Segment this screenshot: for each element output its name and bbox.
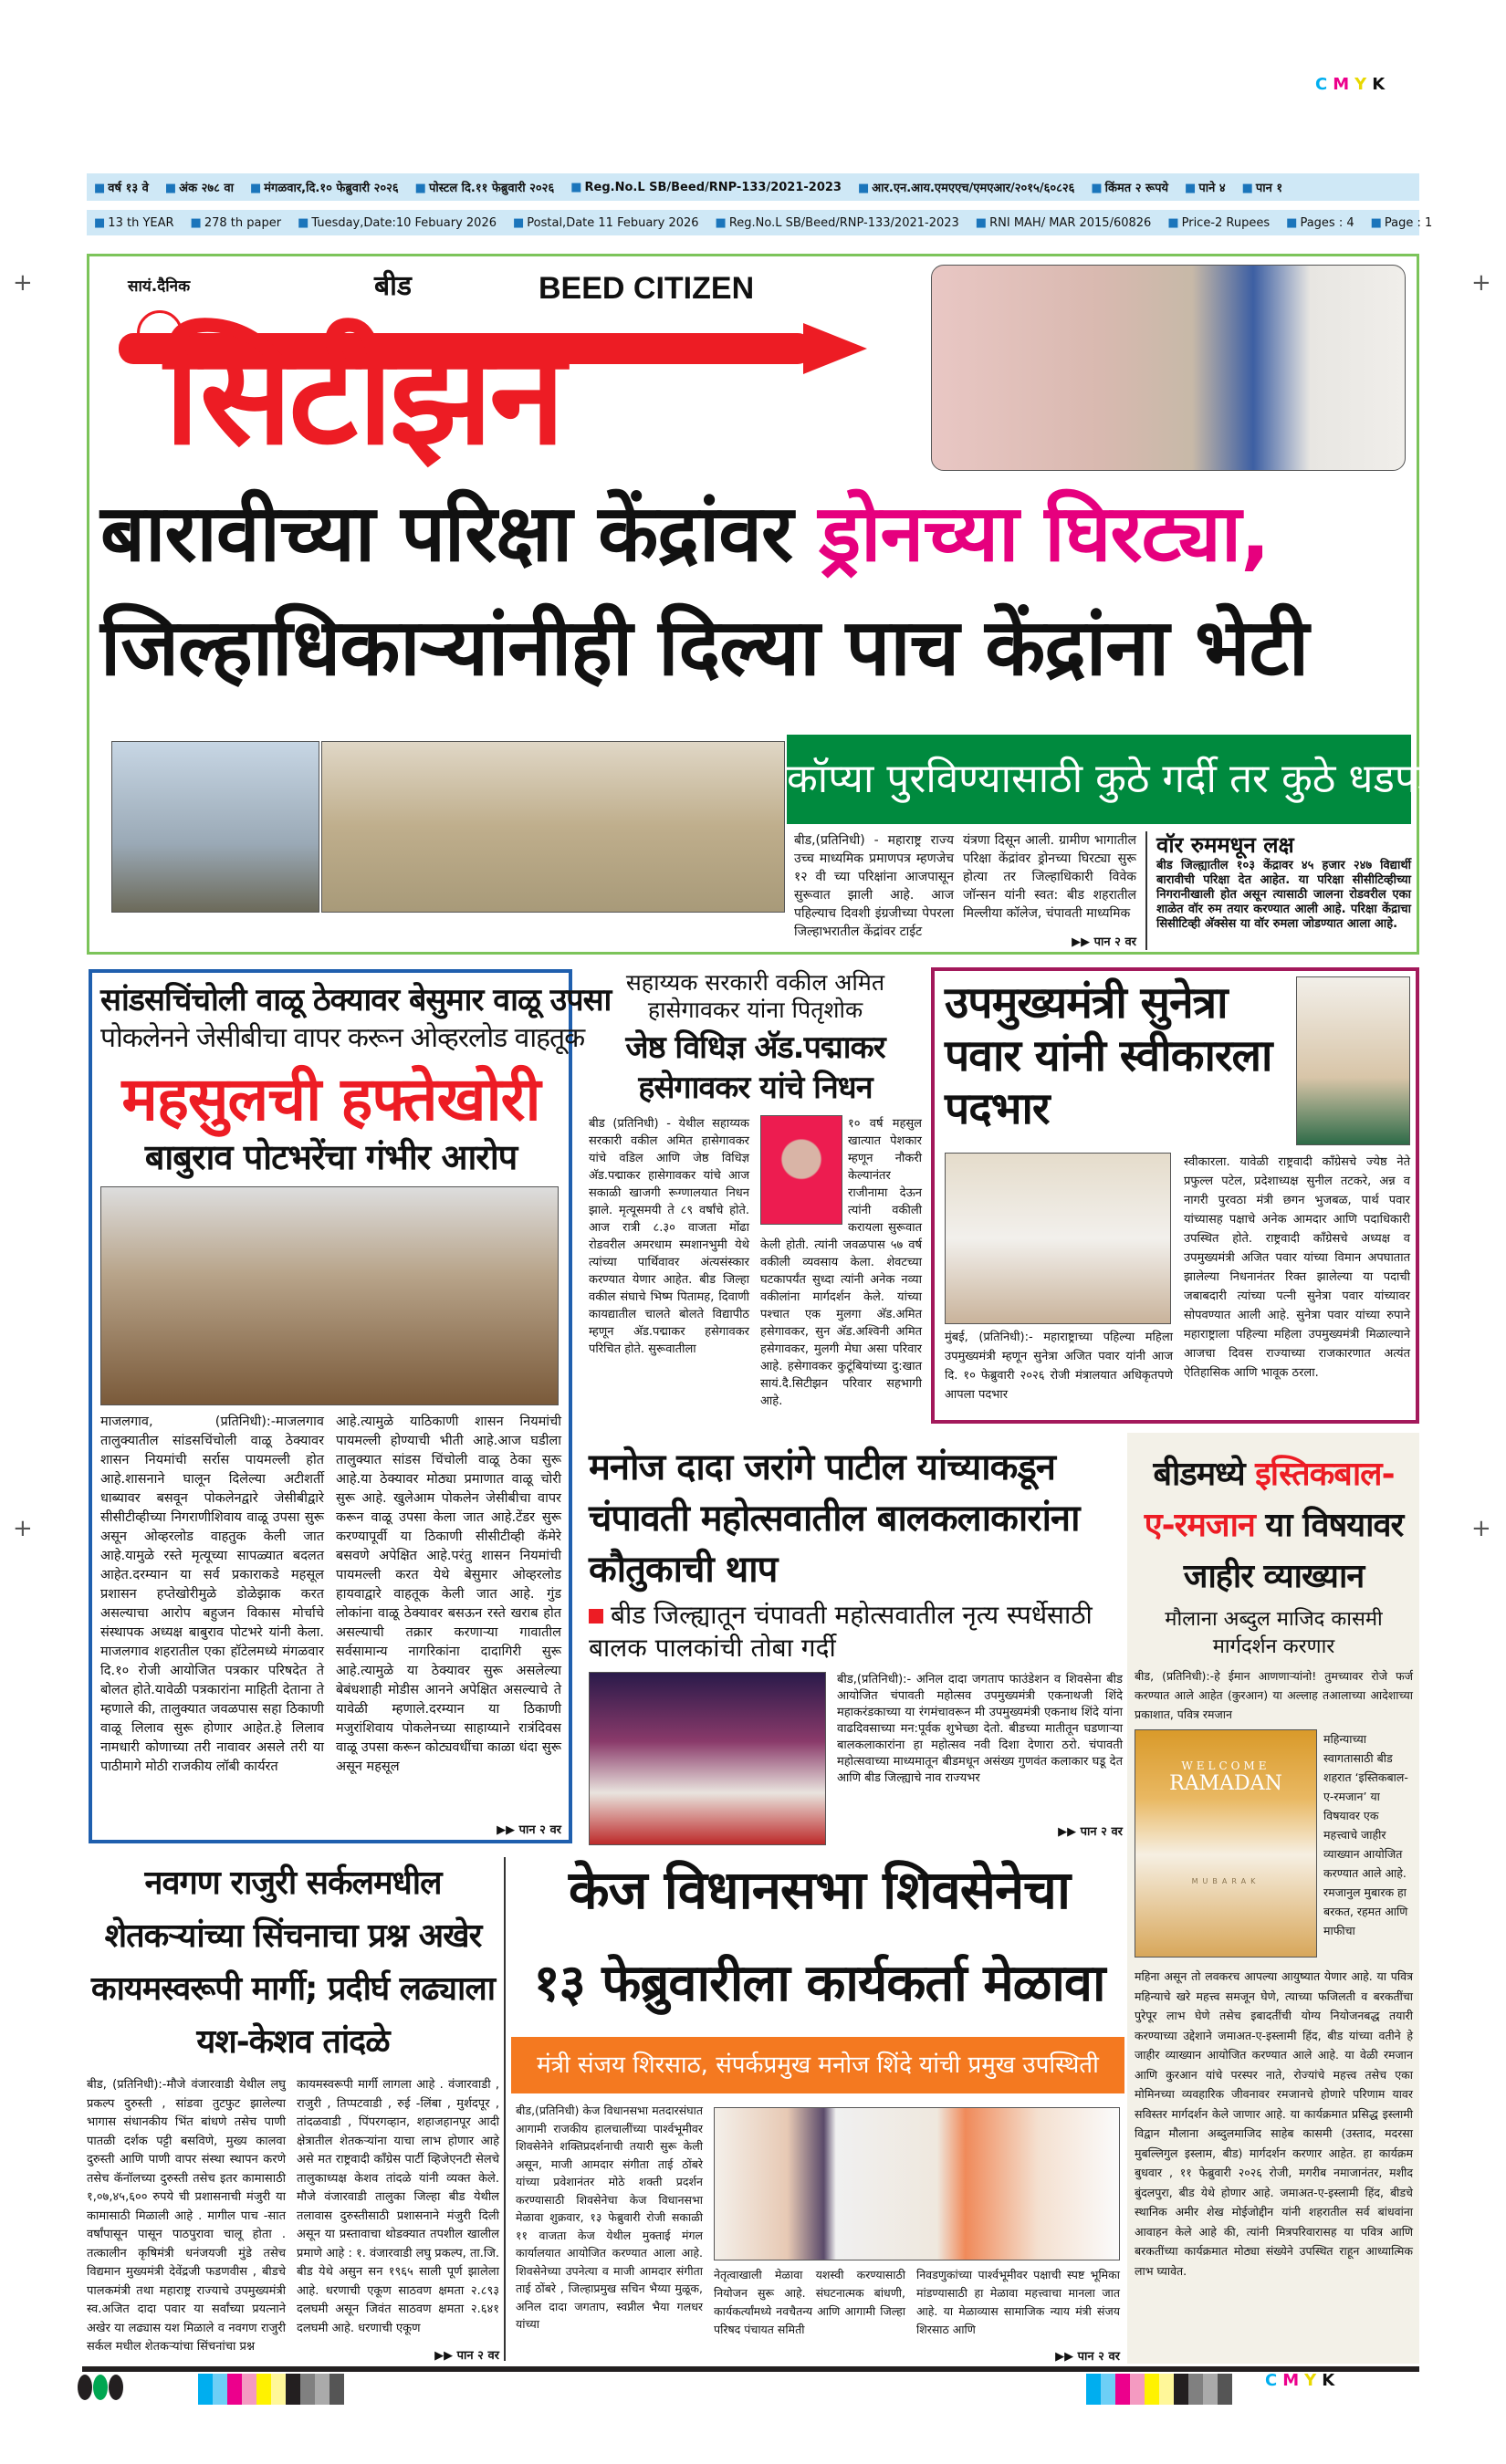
ramzan-poster-row xyxy=(1135,1729,1413,1963)
kej-col-3: निवडणुकांच्या पार्श्वभूमीवर पक्षाची स्पष्ट भूमिका मांडण्यासाठी हा मेळावा महत्त्वाचा मानला जात आहे. या मेळाव्यास सामाजिक न्याय मंत्री संजय शिरसाठ आणि xyxy=(916,2268,1120,2336)
kej-col-1: बीड,(प्रतिनिधी) केज विधानसभा मतदारसंघात आगामी राजकीय हालचालींच्या पार्श्वभूमीवर शिवसेनेने शक्तिप्रदर्शनाची तयारी सुरू केली असून, माजी आमदार संगीता ताई ठोंबरे यांच्या प्रवेशानंतर मोठे शक्ती प्रदर्शन करण्यासाठी शिवसेनेचा केज विधानसभा मेळावा शुक्रवार, १३ फेब्रुवारी रोजी सकाळी ११ वाजता केज येथील मुक्ताई मंगल कार्यालयात आयोजित करण्यात आला आहे. शिवसेनेच्या उपनेत्या व माजी आमदार संगीता ताई ठोंबरे , जिल्हाप्रमुख सचिन भैय्या मुळूक, अनिल दादा जगताप, स्वप्नील भैया गलधर यांच्या xyxy=(516,2104,703,2331)
champavati-body-wrap xyxy=(837,1672,1123,1840)
lead-headline-1 xyxy=(100,488,1415,579)
portrait-photo xyxy=(760,1115,842,1225)
navgan-columns xyxy=(87,2076,499,2364)
info-item: ■ RNI MAH/ MAR 2015/60826 xyxy=(976,216,1152,230)
kej-col-2: नेतृत्वाखाली मेळावा यशस्वी करण्यासाठी नियोजन सुरू आहे. संघटनात्मक बांधणी, कार्यकर्त्यांमध्ये नवचैतन्य आणि आगामी जिल्हा परिषद पंचायत समिती xyxy=(714,2268,905,2336)
lead-col-1: बीड,(प्रतिनिधी) - महाराष्ट्र राज्य उच्च माध्यमिक प्रमाणपत्र म्हणजेच १२ वी च्या परिक्षांना आजपासून सुरूवात झाली आहे. आज पहिल्याच दिवशी इंग्रजीच्या पेपरला जिल्हाभरातील केंद्रांवर टाईट xyxy=(794,833,954,939)
cmyk-registration-bottom xyxy=(1260,2371,1334,2390)
info-item: ■ Postal,Date 11 Febuary 2026 xyxy=(513,216,699,230)
leaders-photo xyxy=(714,2107,1120,2260)
bullet-square-icon xyxy=(589,1609,603,1624)
lead-headline-2: जिल्हाधिकाऱ्यांनीही दिल्या पाच केंद्रांना भेटी xyxy=(100,602,1309,694)
edition-type: सायं.दैनिक xyxy=(128,277,191,296)
sunetra-story xyxy=(945,976,1410,1416)
cyan-mark: C xyxy=(1315,75,1328,94)
column-divider xyxy=(504,1857,506,2361)
kej-continued-link[interactable]: ▶▶ पान २ वर xyxy=(1055,2350,1120,2364)
ramzan-line-1 xyxy=(1135,1449,1413,1500)
info-strip-english xyxy=(87,210,1433,235)
info-item: ■ Reg.No.L SB/Beed/RNP-133/2021-2023 xyxy=(716,216,959,230)
column-divider xyxy=(1145,831,1147,950)
yellow-mark: Y xyxy=(1304,2371,1317,2390)
info-item: ■ 13 th YEAR xyxy=(94,216,174,230)
sand-col-1: माजलगाव, (प्रतिनिधी):-माजलगाव तालुक्यातील सांडसचिंचोली वाळू ठेक्यावर शासन नियमांची सर्रास पायमल्ली होत आहे.शासनाने घालून दिलेल्या अटीशर्ती धाब्यावर बसवून पोकलेनद्वारे जेसीबीद्वारे सीसीटीव्हीच्या निगराणीशिवाय वाळू उपसा सुरू असून ओव्हरलोड वाहतुक केली जात आहे.यामुळे रस्ते मृत्यूच्या सापळ्यात बदलत आहेत.दरम्यान या सर्व प्रकाराकडे महसूल प्रशासन हप्तेखोरीमुळे डोळेझाक करत असल्याचा आरोप बहुजन विकास मोर्चाचे संस्थापक अध्यक्ष बाबुराव पोटभरे यांनी केला. माजलगाव शहरातील एका हॉटेलमध्ये मंगळवार दि.१० रोजी आयोजित पत्रकार परिषदेत ते बोलत होते.यावेळी पत्रकारांना माहिती देताना ते म्हणाले की, तालुक्यात जवळपास सहा ठिकाणी वाळू लिलाव सुरू होणार आहेत.हे लिलाव नामधारी कोणाच्या तरी नावावर असले तरी या पाठीमागे मोठी राजकीय लॉबी कार्यरत xyxy=(100,1415,324,1774)
magenta-mark: M xyxy=(1333,75,1350,94)
info-item: ■ पोस्टल दि.११ फेब्रुवारी २०२६ xyxy=(415,179,555,195)
tribute-photo xyxy=(1296,976,1410,1145)
sunetra-col-2: स्वीकारला. यावेळी राष्ट्रवादी काँग्रेसचे ज्येष्ठ नेते प्रफुल्ल पटेल, प्रदेशाध्यक्ष सुनील तटकरे, अन्न व नागरी पुरवठा मंत्री छगन भुजबळ, पार्थ पवार यांच्यासह पक्षाचे अनेक आमदार आणि पदाधिकारी उपस्थित होते. राष्ट्रवादी काँग्रेसचे अध्यक्ष व उपमुख्यमंत्री अजित पवार यांच्या विमान अपघातात झालेल्या निधनानंतर रिक्त झालेल्या या पदाची जबाबदारी त्यांच्या पत्नी सुनेत्रा पवार यांच्यावर सोपवण्यात आली आहे. सुनेत्रा पवार यांच्या रुपाने महाराष्ट्राला पहिल्या महिला उपमुख्यमंत्री मिळाल्याने आजचा दिवस राज्याच्या राजकारणात अत्यंत ऐतिहासिक आणि भावूक ठरला. xyxy=(1184,1155,1410,1380)
lead-col-2-wrap xyxy=(963,831,1136,950)
info-item: ■ 278 th paper xyxy=(191,216,282,230)
war-room-title: वॉर रुममधून लक्ष xyxy=(1156,832,1294,858)
crop-mark-icon: + xyxy=(1471,1515,1491,1542)
info-item: ■ किंमत २ रूपये xyxy=(1091,179,1168,195)
poster-mubarak: MUBARAK xyxy=(1191,1877,1260,1885)
obit-headline: जेष्ठ विधिज्ञ अ‍ॅड.पद्माकर हसेगावकर यांचे निधन xyxy=(625,1029,885,1106)
champavati-story xyxy=(589,1442,1123,1840)
officials-photo xyxy=(111,741,319,913)
obit-kicker: सहाय्यक सरकारी वकील अमित हासेगावकर यांना पितृशोक xyxy=(625,969,885,1023)
felicitation-photo xyxy=(589,1672,826,1845)
ramzan-line-3: जाहीर व्याख्यान xyxy=(1183,1558,1365,1595)
headline-part: बारावीच्या परिक्षा केंद्रांवर xyxy=(100,488,820,579)
registration-dot xyxy=(93,2375,108,2400)
sand-subheadline: बाबुराव पोटभरेंचा गंभीर आरोप xyxy=(144,1137,518,1177)
sand-continued-link[interactable]: ▶▶ पान २ वर xyxy=(497,1823,561,1837)
info-item: ■ वर्ष १३ वे xyxy=(94,179,149,195)
headline-part: बीडमध्ये xyxy=(1153,1456,1256,1493)
ramzan-side-text: महिन्याच्या स्वागतासाठी बीड शहरात ‘इस्तिकबाल-ए-रमजान’ या विषयावर एक महत्त्वाचे जाहीर व्याख्यान आयोजित करण्यात आले आहे. रमजानुल मुबारक हा बरकत, रहमत आणि माफीचा xyxy=(1323,1732,1408,1937)
cyan-mark: C xyxy=(1265,2371,1278,2390)
crop-mark-icon: + xyxy=(13,1515,33,1542)
exam-hall-photo xyxy=(931,265,1406,471)
registration-dots xyxy=(78,2375,123,2400)
info-item: ■ पान १ xyxy=(1242,179,1283,195)
sunetra-left xyxy=(945,1153,1173,1416)
info-item: ■ मंगळवार,दि.१० फेब्रुवारी २०२६ xyxy=(250,179,399,195)
footer-rule xyxy=(82,2366,1419,2372)
sunetra-col-1: मुंबई, (प्रतिनिधी):- महाराष्ट्राच्या पहिल्या महिला उपमुख्यमंत्री म्हणून सुनेत्रा अजित पवार यांनी आज दि. १० फेब्रुवारी २०२६ रोजी मंत्रालयात अधिकृतपणे आपला पदभार xyxy=(945,1331,1173,1402)
kej-right xyxy=(714,2102,1120,2365)
sand-kicker-2: पोकलेनने जेसीबीचा वापर करून ओव्हरलोड वाहतूक xyxy=(100,1022,585,1054)
obit-story xyxy=(589,969,922,1421)
info-item: ■ पाने ४ xyxy=(1185,179,1226,195)
navgan-headline: नवगण राजुरी सर्कलमधील शेतकऱ्यांच्या सिंचनाचा प्रश्न अखेर कायमस्वरूपी मार्गी; प्रदीर्घ लढ्याला यश-केशव तांदळे xyxy=(90,1864,496,2061)
masthead-title: सिटीझन xyxy=(164,317,562,475)
sand-col-2-wrap xyxy=(336,1413,561,1838)
navgan-col-2-wrap xyxy=(297,2076,499,2364)
lead-banner: कॉप्या पुरविण्यासाठी कुठे गर्दी तर कुठे धडपड xyxy=(787,735,1411,824)
press-conference-photo xyxy=(100,1186,559,1405)
champavati-subheadline xyxy=(589,1599,1123,1665)
champavati-content xyxy=(589,1672,1123,1840)
info-item: ■ Reg.No.L SB/Beed/RNP-133/2021-2023 xyxy=(570,181,842,194)
kej-story xyxy=(516,2102,1120,2365)
kej-lower-columns xyxy=(714,2266,1120,2365)
color-calibration-bar-right xyxy=(1086,2374,1232,2389)
obit-col-2: १० वर्ष महसुल खात्यात पेशकार म्हणून नौकरी केल्यानंतर राजीनामा देऊन त्यांनी वकीली करायला सुरूवात केली होती. त्यांनी जवळपास ५७ वर्ष वकीली व्यवसाय केला. शेवटच्या घटकापर्यंत सुध्दा त्यांनी अनेक नव्या वकीलांना मार्गदर्शन केले. यांच्या पश्चात एक मुलगा अ‍ॅड.अमित हसेगावकर, सुन अ‍ॅड.अश्विनी अमित हसेगावकर, मुलगी मेघा असा परिवार आहे. हसेगावकर कुटूंबियांच्या दु:खात सायं.दै.सिटीझन परिवार सहभागी आहे. xyxy=(760,1117,922,1408)
ramzan-headline xyxy=(1135,1449,1413,1603)
drone-view-photo xyxy=(321,741,785,913)
masthead-english: BEED CITIZEN xyxy=(539,271,755,306)
navgan-col-1: बीड, (प्रतिनिधी):-मौजे वंजारवाडी येथील लघु प्रकल्प दुरुस्ती , सांडवा तुटफुट झालेल्या भागास संधानकीय भिंत बांधणे तसेच पाणी पातळी दर्शक पट्टी बसविणे, मुख्य कालवा दुरुस्ती आणि पाणी वापर संस्था स्थापन करणे तसेच कॅनॉलच्या दुरुस्ती तसेच इतर कामासाठी १,०७,४५,६०० रुपये ची प्रशासनाची मंजुरी या कामासाठी मिळाली आहे . मागील पाच -सात वर्षांपासून पासून पाठपुरावा चालू होता . तत्कालीन कृषिमंत्री धनंजयजी मुंडे तसेच विद्यमान मुख्यमंत्री देवेंद्रजी फडणवीस , बीडचे पालकमंत्री तथा महाराष्ट्र राज्याचे उपमुख्यमंत्री स्व.अजित दादा पवार या सर्वांच्या प्रयत्नाने अखेर या लढ्यास यश मिळाले व नवगण राजुरी सर्कल मधील शेतकऱ्यांचा सिंचनांचा प्रश्न xyxy=(87,2078,286,2354)
war-room-box xyxy=(1156,831,1411,950)
info-item: ■ Pages : 4 xyxy=(1286,216,1354,230)
info-item: ■ Price-2 Rupees xyxy=(1167,216,1270,230)
kej-banner: मंत्री संजय शिरसाठ, संपर्कप्रमुख मनोज शिंदे यांची प्रमुख उपस्थिती xyxy=(511,2037,1124,2093)
obit-col-2-wrap xyxy=(760,1115,922,1421)
poster-welcome: WELCOME xyxy=(1181,1759,1271,1772)
headline-highlight: इस्तिकबाल- xyxy=(1255,1456,1395,1493)
sand-columns xyxy=(100,1413,561,1838)
black-mark: K xyxy=(1372,75,1386,94)
ramzan-subheadline: मौलाना अब्दुल माजिद कासमी मार्गदर्शन करणार xyxy=(1165,1608,1383,1658)
subheadline-text: बीड जिल्ह्यातून चंपावती महोत्सवातील नृत्य स्पर्धेसाठी बालक पालकांची तोबा गर्दी xyxy=(589,1600,1093,1663)
ramzan-story xyxy=(1135,1449,1413,2360)
lead-lower-block xyxy=(787,735,1439,950)
masthead-city: बीड xyxy=(374,270,412,302)
ramzan-line-2 xyxy=(1135,1500,1413,1551)
welcome-ramadan-poster xyxy=(1135,1729,1317,1958)
info-item: ■ Tuesday,Date:10 Febuary 2026 xyxy=(298,216,497,230)
headline-highlight: ड्रोनच्या घिरट्या, xyxy=(819,488,1270,579)
navgan-story xyxy=(87,1857,499,2364)
magenta-mark: M xyxy=(1282,2371,1300,2390)
lead-col-2: यंत्रणा दिसून आली. ग्रामीण भागातील परिक्षा केंद्रांवर ड्रोनच्या घिरट्या सुरू होत्या तर जिल्हाधिकारी विवेक जॉन्सन यांनी स्वत: बीड शहरातील मिल्लीया कॉलेज, चंपावती माध्यमिक xyxy=(963,833,1136,921)
info-item: ■ Page : 1 xyxy=(1371,216,1433,230)
sand-kicker-1: सांडसचिंचोली वाळू ठेक्यावर बेसुमार वाळू उपसा xyxy=(100,982,612,1018)
info-strip-marathi xyxy=(87,173,1419,201)
black-mark: K xyxy=(1322,2371,1335,2390)
sunetra-top xyxy=(945,976,1410,1145)
crop-mark-icon: + xyxy=(1471,269,1491,297)
sand-col-2: आहे.त्यामुळे याठिकाणी शासन नियमांची पायमल्ली होण्याची भीती आहे.आज घडीला तालुक्यात सांडस चिंचोली वाळू ठेका सुरू आहे.या ठेक्यावर मोठ्या प्रमाणात वाळू चोरी सुरू आहे. खुलेआम पोकलेन जेसीबीचा वापर करून वाळू उपसा केला जात आहे.टेंडर सुरू करण्यापूर्वी या ठिकाणी सीसीटीव्ही कॅमेरे बसवणे अपेक्षित आहे.परंतु शासन नियमांची पायमल्ली करत येथे बेसुमार ओव्हरलोड हायवाद्वारे वाहतूक केली जात आहे. गुंड लोकांना वाळू ठेक्यावर बसऊन रस्ते खराब होत असल्याची तक्रार करणाऱ्या गावातील सर्वसामान्य नागरिकांना दादागिरी सुरू आहे.त्यामुळे या ठेक्यावर सुरू असलेल्या बेबंधशाही मोडीस आनने अपेक्षित असल्याचे ते यावेळी म्हणाले.दरम्यान या ठिकाणी मजुरांशिवाय पोकलेनच्या साहाय्याने रात्रंदिवस वाळू उपसा करून कोट्यवधींचा काळा धंदा सुरू असून महसूल xyxy=(336,1415,561,1774)
sunetra-headline: उपमुख्यमंत्री सुनेत्रा पवार यांनी स्वीकारला पदभार xyxy=(945,977,1272,1134)
headline-highlight: ए-रमजान xyxy=(1144,1507,1255,1544)
poster-ramadan: RAMADAN xyxy=(1169,1772,1282,1795)
champavati-body: बीड,(प्रतिनिधी):- अनिल दादा जगताप फाउंडेशन व शिवसेना बीड आयोजित चंपावती महोत्सव उपमुख्यमंत्री एकनाथजी शिंदे महाकरंडकाच्या या रंगमंचावरून मी उपमुख्यमंत्री एकनाथ शिंदे यांना वाढदिवसाच्या मन:पूर्वक शुभेच्छा देतो. बीडच्या मातीतून घडणाऱ्या बालकलाकारांना हा महोत्सव नवी दिशा देणारा ठरो. चंपावती महोत्सवाच्या माध्यमातून बीडमधून असंख्य गुणवंत कलाकार घडू देत आणि बीड जिल्ह्याचे नाव राज्यभर xyxy=(837,1673,1123,1785)
champavati-headline: मनोज दादा जरांगे पाटील यांच्याकडून चंपावती महोत्सवातील बालकलाकारांना कौतुकाची थाप xyxy=(589,1446,1080,1591)
registration-dot xyxy=(78,2375,92,2400)
masthead xyxy=(100,265,885,484)
kej-headline-1: केज विधानसभा शिवसेनेचा xyxy=(568,1859,1071,1921)
info-item: ■ अंक २७८ वा xyxy=(165,179,234,195)
navgan-continued-link[interactable]: ▶▶ पान २ वर xyxy=(434,2349,499,2363)
pen-nib-icon xyxy=(803,323,867,374)
ramzan-intro: बीड, (प्रतिनिधी):-हे ईमान आणणाऱ्यांनो! तुमच्यावर रोजे फर्ज करण्यात आले आहेत (कुरआन) या अल्लाह तआलाच्या आदेशाच्या प्रकाशात, पवित्र रमजान xyxy=(1135,1669,1413,1721)
color-calibration-bar-left xyxy=(198,2374,344,2389)
kej-col-3-wrap xyxy=(916,2266,1120,2365)
kej-headline-2: १३ फेब्रुवारीला कार्यकर्ता मेळावा xyxy=(533,1954,1105,2013)
obit-col-1: बीड (प्रतिनिधी) - येथील सहाय्यक सरकारी वकील अमित हासेगावकर यांचे वडिल आणि जेष्ठ विधिज्ञ अ‍ॅड.पद्माकर हासेगावकर यांचे आज सकाळी खाजगी रूग्णालयात निधन झाले. मृत्यूसमयी ते ८९ वर्षांचे होते. आज रात्री ८.३० वाजता मोंढा रोडवरील अमरधाम स्मशानभुमी येथे त्यांच्या पार्थिवावर अंत्यसंस्कार करण्यात येणार आहेत. बीड जिल्हा वकील संघाचे भिष्म पितामह, दिवाणी कायद्यातील चालते बोलते विद्यापीठ म्हणून अ‍ॅड.पद्माकर हसेगावकर परिचित होते. सुरूवातीला xyxy=(589,1117,749,1356)
ramzan-body: महिना असून तो लवकरच आपल्या आयुष्यात येणार आहे. या पवित्र महिन्याचे खरे महत्त्व समजून घेणे, त्याच्या फजिलती व बरकतींचा पुरेपूर लाभ घेणे तसेच इबादतींची योग्य नियोजनबद्ध तयारी करण्याच्या उद्देशाने जमाअत-ए-इस्लामी हिंद, बीड यांच्या वतीने हे जाहीर व्याख्यान आयोजित करण्यात आले आहे. या वेळी रमजान आणि कुरआन यांचे परस्पर नाते, रोज्यांचे महत्त्व तसेच एका मोमिनच्या व्यवहारिक जीवनावर रमजानचे होणारे परिणाम यावर सविस्तर मार्गदर्शन केले जाणार आहे. या कार्यक्रमात प्रसिद्ध इस्लामी विद्वान मौलाना अब्दुलमाजिद साहेब कासमी (उस्ताद, मदरसा मुबल्लिगुल इस्लाम, बीड) मार्गदर्शन करणार आहेत. हा कार्यक्रम बुधवार , ११ फेब्रुवारी २०२६ रोजी, मगरीब नमाजानंतर, मशीद बुंदलपुरा, बीड येथे होणार आहे. जमाअत-ए-इस्लामी हिंद, बीडचे स्थानिक अमीर शेख मोईजोद्दीन यांनी शहरातील सर्व बांधवांना आवाहन केले आहे की, त्यांनी मित्रपरिवारासह या पवित्र आणि बरकतींच्या कार्यक्रमात मोठ्या संख्येने उपस्थित राहून आध्यात्मिक लाभ घ्यावेत. xyxy=(1135,1969,1413,2278)
lead-continued-link[interactable]: ▶▶ पान २ वर xyxy=(1072,935,1136,949)
sunetra-columns xyxy=(945,1153,1410,1416)
champavati-continued-link[interactable]: ▶▶ पान २ वर xyxy=(1058,1825,1123,1839)
cmyk-registration-top xyxy=(1310,75,1385,94)
obit-columns xyxy=(589,1115,922,1421)
lead-columns xyxy=(787,831,1411,950)
sand-story xyxy=(100,980,612,1838)
sand-headline: महसुलची हफ्तेखोरी xyxy=(121,1064,540,1134)
navgan-col-2: कायमस्वरूपी मार्गी लागला आहे . वंजारवाडी , राजुरी , तिप्पटवाडी , रुई -लिंबा , मुर्शदपूर , तांदळवाडी , पिंपरगव्हान, शहाजहानपूर आदी क्षेत्रातील शेतकऱ्यांना याचा लाभ होणार आहे असे मत राष्ट्रवादी काँग्रेस पार्टी व्हिजेएनटी सेलचे तालुकाध्यक्ष केशव तांदळे यांनी व्यक्त केले. मौजे वंजारवाडी तालुका जिल्हा बीड येथील तलावास दुरुस्तीसाठी प्रशासनाने मंजुरी दिली असून या प्रस्तावाचा थोडक्यात तपशील खालील प्रमाणे आहे : १. वंजारवाडी लघु प्रकल्प, ता.जि. बीड येथे असुन सन १९६५ साली पूर्ण झालेला आहे. धरणाची एकूण साठवण क्षमता २.८९३ दलघमी असून जिवंत साठवण क्षमता २.६४१ दलघमी आहे. धरणाची एकूण xyxy=(297,2078,499,2335)
war-room-text: बीड जिल्ह्यातील १०३ केंद्रावर ४५ हजार २४७ विद्यार्थी बारावीची परिक्षा देत आहेत. या परिक्षा सीसीटिव्हीच्या निगरानीखाली होत असून त्यासाठी जालना रोडवरील एका शाळेत वॉर रुम तयार करण्यात आली आहे. परिक्षा केंद्राचा सिसीटिव्ही अ‍ॅक्सेस या वॉर रुमला जोडण्यात आला आहे. xyxy=(1156,859,1411,931)
registration-dot xyxy=(109,2375,123,2400)
info-item: ■ आर.एन.आय.एमएएच/एमएआर/२०१५/६०८२६ xyxy=(858,179,1074,195)
oath-photo xyxy=(945,1153,1171,1324)
crop-mark-icon: + xyxy=(13,269,33,297)
headline-part: या विषयावर xyxy=(1254,1507,1404,1544)
yellow-mark: Y xyxy=(1354,75,1367,94)
